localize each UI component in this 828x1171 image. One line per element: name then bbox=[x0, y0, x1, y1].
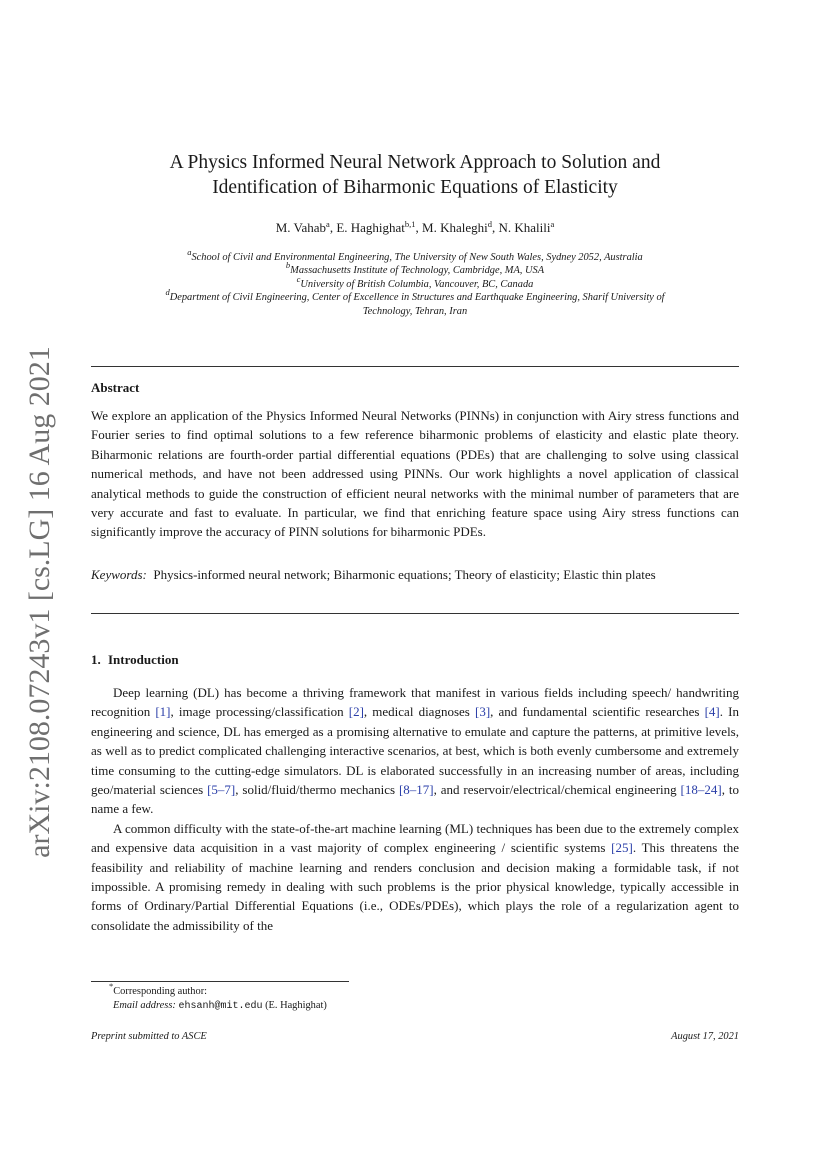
section-title: Introduction bbox=[108, 652, 179, 667]
footer-preprint-note: Preprint submitted to ASCE bbox=[91, 1031, 207, 1042]
email-link[interactable]: ehsanh@mit.edu bbox=[178, 1001, 263, 1012]
title-line-2: Identification of Biharmonic Equations of Elasticity bbox=[212, 177, 618, 198]
paragraph-text: , medical diagnoses bbox=[363, 704, 475, 720]
citation-link[interactable]: [8–17] bbox=[398, 782, 434, 798]
abstract-top-rule bbox=[91, 366, 739, 367]
abstract-body: We explore an application of the Physics Informed Neural Networks (PINNs) in conjunction with Airy stress functions and Fourier series to find optimal solutions to a few reference biharmonic problems of elasticity and elastic plate theory. Biharmonic relations are fourth-order partial differential equations (PDEs) that are challenging to solve using classical numerical methods, and have not been addressed using PINNs. Our work highlights a novel application of classical analytical methods to guide the construction of efficient neural networks with the minimal number of parameters that are very accurate and fast to evaluate. In particular, we find that enriching feature space using Airy stress functions can significantly improve the accuracy of PINN solutions for biharmonic PDEs. bbox=[91, 408, 739, 540]
paragraph-text: , solid/fluid/thermo mechanics bbox=[235, 782, 399, 798]
footer-date: August 17, 2021 bbox=[671, 1031, 739, 1042]
email-label: Email address: bbox=[113, 1000, 176, 1011]
section-number: 1. bbox=[91, 652, 101, 667]
abstract-heading: Abstract bbox=[91, 380, 140, 395]
paragraph-text: . This threatens the feasibility and reliability of machine learning and renders conclusion and decision making a formidable task, if not impossible. A promising remedy in dealing with such problems is the prior physical knowledge, typically accessible in forms of Ordinary/Partial Differential Equations (i.e., ODEs/PDEs), which plays the role of a regularization agent to consolidate the admissibility of the bbox=[91, 840, 739, 933]
footnote bbox=[91, 981, 739, 1014]
affiliation: $^b$Massachusetts Institute of Technology, Cambridge, MA, USA bbox=[285, 260, 545, 277]
affiliation: $^a$School of Civil and Environmental Engineering, The University of New South Wales, Sydney 2052, Australia bbox=[187, 247, 643, 263]
footnote-rule bbox=[91, 981, 349, 982]
citation-link[interactable]: [18–24] bbox=[680, 782, 722, 798]
paper-title bbox=[91, 150, 739, 200]
section-heading bbox=[91, 652, 183, 668]
intro-paragraph bbox=[91, 819, 739, 935]
introduction-body bbox=[91, 683, 739, 935]
author-list bbox=[91, 220, 739, 236]
author: N. Khalili$^a$ bbox=[498, 219, 555, 235]
affiliation: Technology, Tehran, Iran bbox=[362, 305, 468, 317]
author: E. Haghighat$^{b,1}$, bbox=[336, 219, 423, 235]
citation-link[interactable]: [4] bbox=[704, 704, 720, 720]
citation-link[interactable]: [25] bbox=[611, 840, 633, 856]
paragraph-text: , and fundamental scientific researches bbox=[490, 704, 705, 720]
paragraph-text: , to name a few. bbox=[91, 782, 739, 817]
arxiv-identifier: arXiv:2108.07243v1 [cs.LG] 16 Aug 2021 bbox=[23, 346, 56, 858]
affiliation-list bbox=[91, 247, 739, 318]
intro-paragraph bbox=[91, 683, 739, 819]
affiliation: $^c$University of British Columbia, Vancouver, BC, Canada bbox=[296, 273, 534, 290]
author: M. Khaleghi$^d$, bbox=[422, 219, 499, 235]
author: M. Vahab$^a$, bbox=[275, 219, 337, 235]
footnote-line: Email address: ehsanh@mit.edu (E. Haghighat) bbox=[113, 1000, 327, 1012]
footnote-line: *Corresponding author: bbox=[109, 981, 208, 997]
paragraph-text: , image processing/classification bbox=[170, 704, 349, 720]
affiliation: $^d$Department of Civil Engineering, Center of Excellence in Structures and Earthquake Engineering, Sharif University of bbox=[165, 287, 665, 304]
title-line-1: A Physics Informed Neural Network Approach to Solution and bbox=[169, 152, 661, 173]
abstract-bottom-rule bbox=[91, 613, 739, 614]
citation-link[interactable]: [2] bbox=[348, 704, 364, 720]
paragraph-text: Deep learning (DL) has become a thriving framework that manifest in various fields including speech/ handwriting recognition bbox=[91, 685, 739, 720]
citation-link[interactable]: [3] bbox=[474, 704, 491, 720]
paragraph-text: A common difficulty with the state-of-the-art machine learning (ML) techniques has been due to the extremely complex and expensive data acquisition in a vast majority of complex engineering / scientific systems bbox=[91, 820, 739, 856]
keywords bbox=[91, 566, 739, 583]
paragraph-text: . In engineering and science, DL has emerged as a promising alternative to emulate and capture the patterns, at primitive levels, as well as to predict complicated challenging interactive scenarios, at best, which is both evenly cumbersome and extremely time consuming to the cutting-edge simulators. DL is elaborated successfully in an increasing number of areas, including geo/material sciences bbox=[91, 704, 739, 798]
keywords-text: Physics-informed neural network; Biharmonic equations; Theory of elasticity; Elastic thin plates bbox=[153, 567, 656, 582]
citation-link[interactable]: [5–7] bbox=[207, 782, 236, 798]
keywords-label: Keywords: bbox=[91, 567, 147, 582]
paragraph-text: , and reservoir/electrical/chemical engineering bbox=[433, 782, 681, 798]
citation-link[interactable]: [1] bbox=[155, 704, 171, 720]
